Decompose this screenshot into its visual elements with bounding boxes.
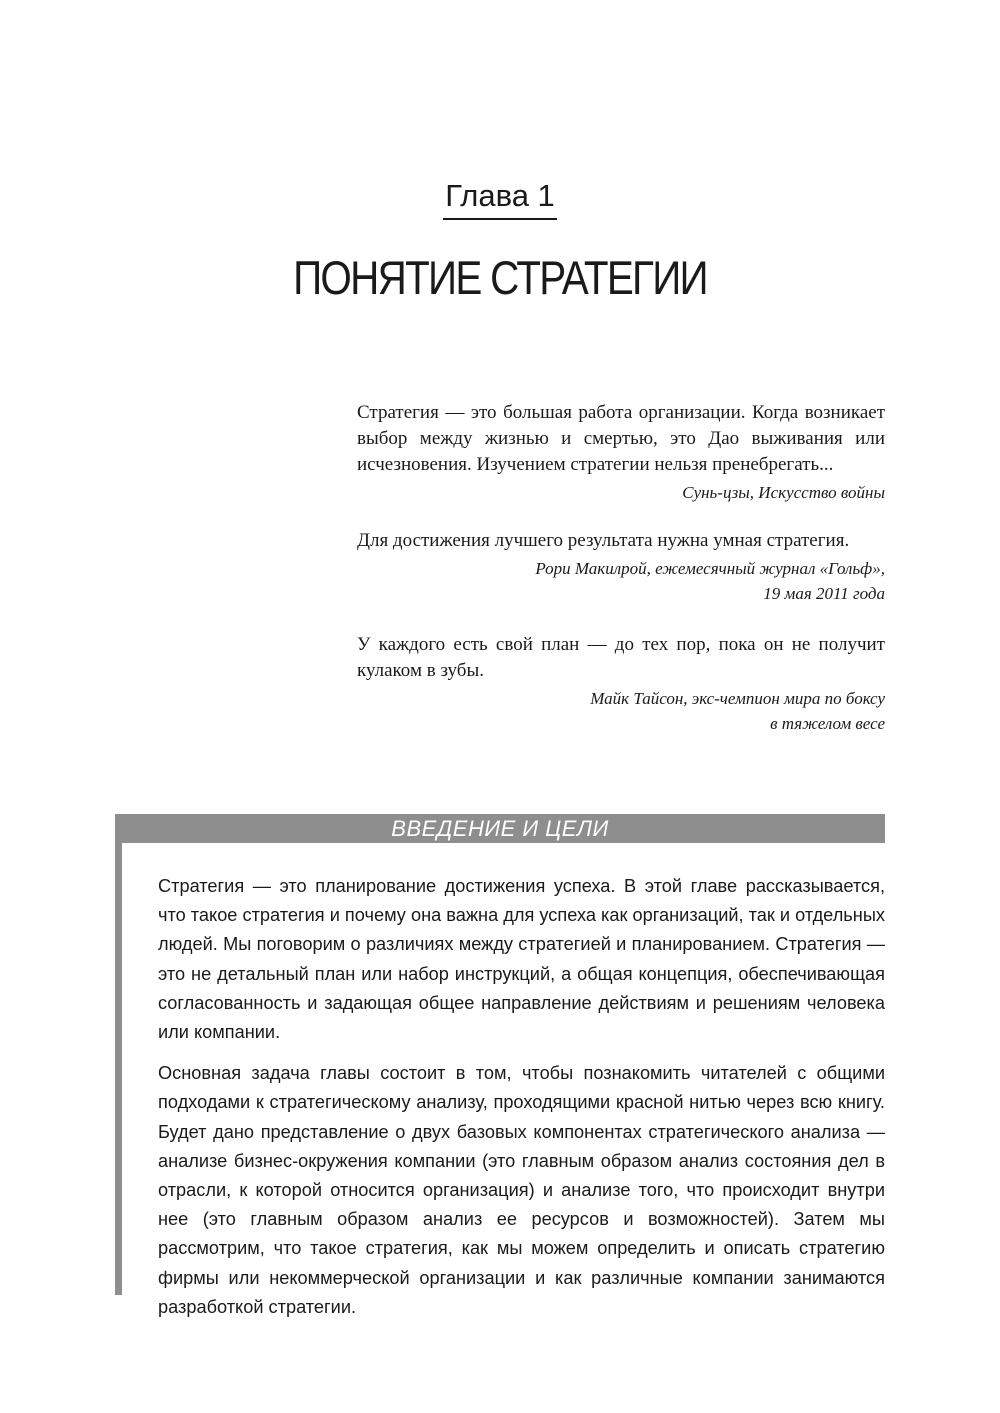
epigraph-attribution-line: Майк Тайсон, экс-чемпион мира по боксу bbox=[590, 689, 885, 708]
chapter-label bbox=[0, 176, 1000, 220]
section-body bbox=[158, 872, 885, 1334]
section-paragraph: Стратегия — это планирование достижения успеха. В этой главе рассказывается, что такое стратегия и почему она важна для успеха как организаций, так и отдельных людей. Мы поговорим о различиях между стратегией и планированием. Стратегия — это не детальный план или набор инструкций, а общая концепция, обеспечивающая согласованность и задающая общее направление действиям и решениям человека или компании. bbox=[158, 876, 885, 1043]
epigraph-quote: У каждого есть свой план — до тех пор, пока он не получит кулаком в зубы. bbox=[357, 634, 885, 681]
epigraphs bbox=[357, 400, 885, 762]
epigraph-quote: Стратегия — это большая работа организации. Когда возникает выбор между жизнью и смертью, это Дао выживания или исчезновения. Изучением стратегии нельзя пренебрегать... bbox=[357, 402, 885, 475]
epigraph-attribution bbox=[357, 686, 885, 736]
intro-section bbox=[115, 814, 885, 1317]
section-side-rule bbox=[115, 843, 122, 1295]
epigraph bbox=[357, 528, 885, 606]
section-paragraph: Основная задача главы состоит в том, чтобы познакомить читателей с общими подходами к стратегическому анализу, проходящими красной нитью через всю книгу. Будет дано представление о двух базовых компонентах стратегического анализа — анализе бизнес-окружения компании (это главным образом анализ состояния дел в отрасли, к которой относится организация) и анализе того, что происходит внутри нее (это главным образом анализ ее ресурсов и возможностей). Затем мы рассмотрим, что такое стратегия, как мы можем определить и описать стратегию фирмы или некоммерческой организации и как различные компании занимаются разработкой стратегии. bbox=[158, 1063, 885, 1317]
chapter-title: ПОНЯТИЕ СТРАТЕГИИ bbox=[293, 251, 707, 304]
epigraph-attribution bbox=[357, 556, 885, 606]
epigraph bbox=[357, 400, 885, 505]
epigraph-attribution bbox=[357, 480, 885, 505]
epigraph-attribution-line: в тяжелом весе bbox=[770, 714, 885, 733]
section-heading: ВВЕДЕНИЕ И ЦЕЛИ bbox=[391, 816, 609, 841]
epigraph bbox=[357, 632, 885, 736]
epigraph-quote: Для достижения лучшего результата нужна умная стратегия. bbox=[357, 530, 850, 551]
chapter-number: Глава 1 bbox=[443, 176, 557, 220]
epigraph-attribution-line: Рори Макилрой, ежемесячный журнал «Гольф», bbox=[535, 559, 885, 578]
epigraph-attribution-line: 19 мая 2011 года bbox=[763, 584, 885, 603]
epigraph-attribution-line: Сунь-цзы, Искусство войны bbox=[682, 483, 885, 502]
